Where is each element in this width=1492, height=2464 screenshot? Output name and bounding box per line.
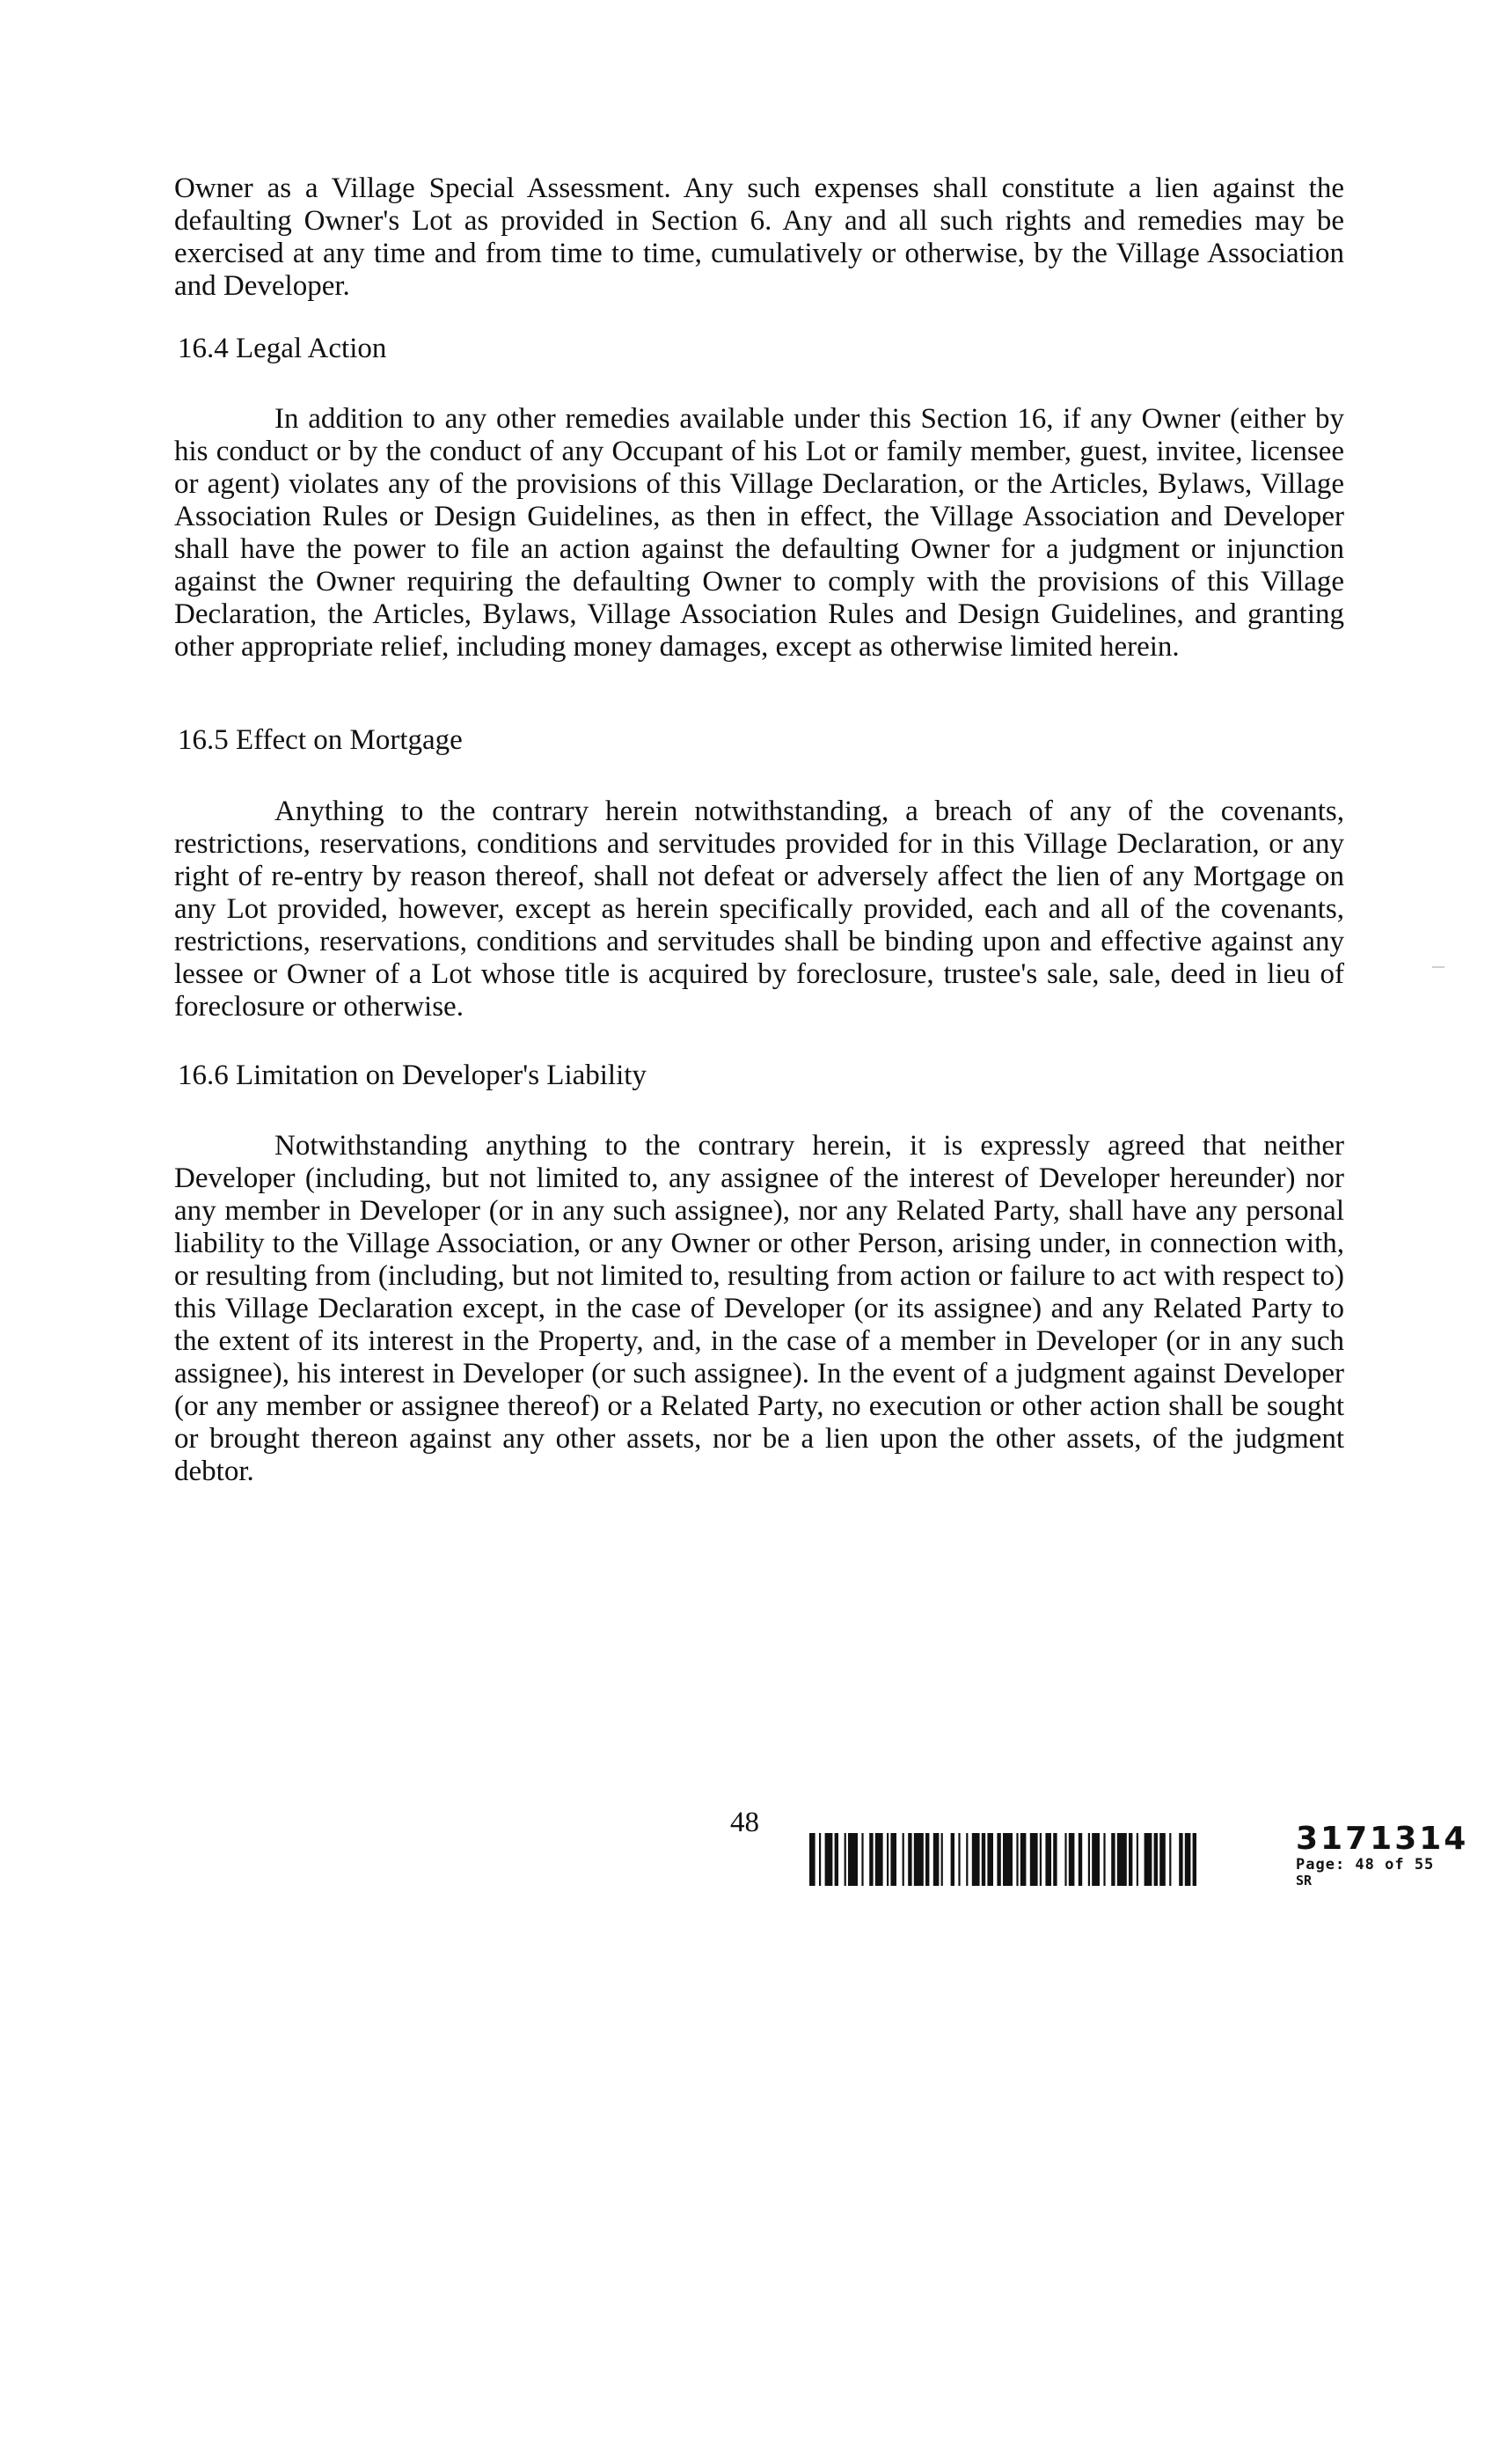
barcode-bar [1069,1833,1075,1886]
barcode-bar [1129,1833,1132,1886]
barcode-bar [1088,1833,1090,1886]
barcode-bar [809,1833,815,1886]
barcode-bar [987,1833,993,1886]
scan-mark [1432,966,1444,968]
barcode-bar [966,1833,968,1886]
barcode-bar [887,1833,889,1886]
barcode-bar [1040,1833,1042,1886]
barcode-bar [933,1833,940,1886]
barcode-bar [903,1833,904,1886]
section-heading-16-6: 16.6 Limitation on Developer's Liability [178,1060,647,1091]
recording-page-info: Page: 48 of 55 [1296,1856,1435,1874]
barcode-bar [848,1833,858,1886]
barcode-bar [982,1833,985,1886]
barcode-bar [1020,1833,1027,1886]
barcode-bar [835,1833,838,1886]
barcode-bar [819,1833,821,1886]
barcode-bar [1185,1833,1191,1886]
barcode-bar [1137,1833,1138,1886]
page-number: 48 [730,1807,759,1838]
barcode-bar [941,1833,943,1886]
barcode-bar [951,1833,954,1886]
barcode-bar [1117,1833,1127,1886]
barcode-bar [972,1833,980,1886]
barcode-bar [1103,1833,1105,1886]
barcode-bar [1193,1833,1196,1886]
barcode-bar [825,1833,833,1886]
barcode-bar [1154,1833,1158,1886]
barcode-bar [875,1833,883,1886]
section-heading-16-5: 16.5 Effect on Mortgage [178,724,463,756]
barcode-bar [1079,1833,1082,1886]
barcode-bar [958,1833,960,1886]
barcode-bar [1003,1833,1013,1886]
barcode-bar [1145,1833,1152,1886]
barcode-bar [861,1833,863,1886]
section-heading-16-4: 16.4 Legal Action [178,333,387,364]
barcode-bar [1030,1833,1038,1886]
barcode-bar [1064,1833,1066,1886]
section-body-16-4: In addition to any other remedies available under this Section 16, if any Owner (either by his conduct or by the conduct of any Occupant of his Lot or family member, guest, invitee, licensee or agent) violates any of the provisions of this Village Declaration, or the Articles, Bylaws, Village Association Rules or Design Guidelines, as then in effect, the Village Association and Developer shall have the power to file an action against the defaulting Owner for a judgment or injunction against the Owner requiring the defaulting Owner to comply with the provisions of this Village Declaration, the Articles, Bylaws, Village Association Rules and Design Guidelines, and granting other appropriate relief, including money damages, except as otherwise limited herein. [174,403,1344,663]
barcode-bar [1092,1833,1100,1886]
recording-code: SR [1296,1873,1313,1888]
barcode-bar [1045,1833,1051,1886]
barcode-bar [890,1833,896,1886]
barcode-bar [1111,1833,1115,1886]
barcode-bar [925,1833,929,1886]
barcode-bar [908,1833,911,1886]
barcode-bar [1169,1833,1171,1886]
barcode-bar [1159,1833,1166,1886]
barcode-bar [1053,1833,1057,1886]
barcode-bar [1016,1833,1018,1886]
intro-paragraph: Owner as a Village Special Assessment. Any such expenses shall constitute a lien against the defaulting Owner's Lot as provided in Section 6. Any and all such rights and remedies may be exercised at any time and from time to time, cumulatively or otherwise, by the Village Association and Developer. [174,172,1344,302]
barcode-bar [914,1833,924,1886]
barcode-icon [809,1833,1279,1886]
barcode-bar [845,1833,846,1886]
section-body-16-6: Notwithstanding anything to the contrary herein, it is expressly agreed that neither Developer (including, but not limited to, any assignee of the interest of Developer hereunder) nor any member in Developer (or in any such assignee), nor any Related Party, shall have any personal liability to the Village Association, or any Owner or other Person, arising under, in connection with, or resulting from (including, but not limited to, resulting from action or failure to act with respect to) this Village Declaration except, in the case of Developer (or its assignee) and any Related Party to the extent of its interest in the Property, and, in the case of a member in Developer (or in any such assignee), his interest in Developer (or such assignee). In the event of a judgment against Developer (or any member or assignee thereof) or a Related Party, no execution or other action shall be sought or brought thereon against any other assets, nor be a lien upon the other assets, of the judgment debtor. [174,1130,1344,1487]
barcode-bar [869,1833,873,1886]
barcode-bar [997,1833,1000,1886]
barcode-bar [1179,1833,1182,1886]
section-body-16-5: Anything to the contrary herein notwithstanding, a breach of any of the covenants, restrictions, reservations, conditions and servitudes provided for in this Village Declaration, or any right of re-entry by reason thereof, shall not defeat or adversely affect the lien of any Mortgage on any Lot provided, however, except as herein specifically provided, each and all of the covenants, restrictions, reservations, conditions and servitudes shall be binding upon and effective against any lessee or Owner of a Lot whose title is acquired by foreclosure, trustee's sale, sale, deed in lieu of foreclosure or otherwise. [174,796,1344,1023]
recording-number: 3171314 [1296,1821,1469,1857]
